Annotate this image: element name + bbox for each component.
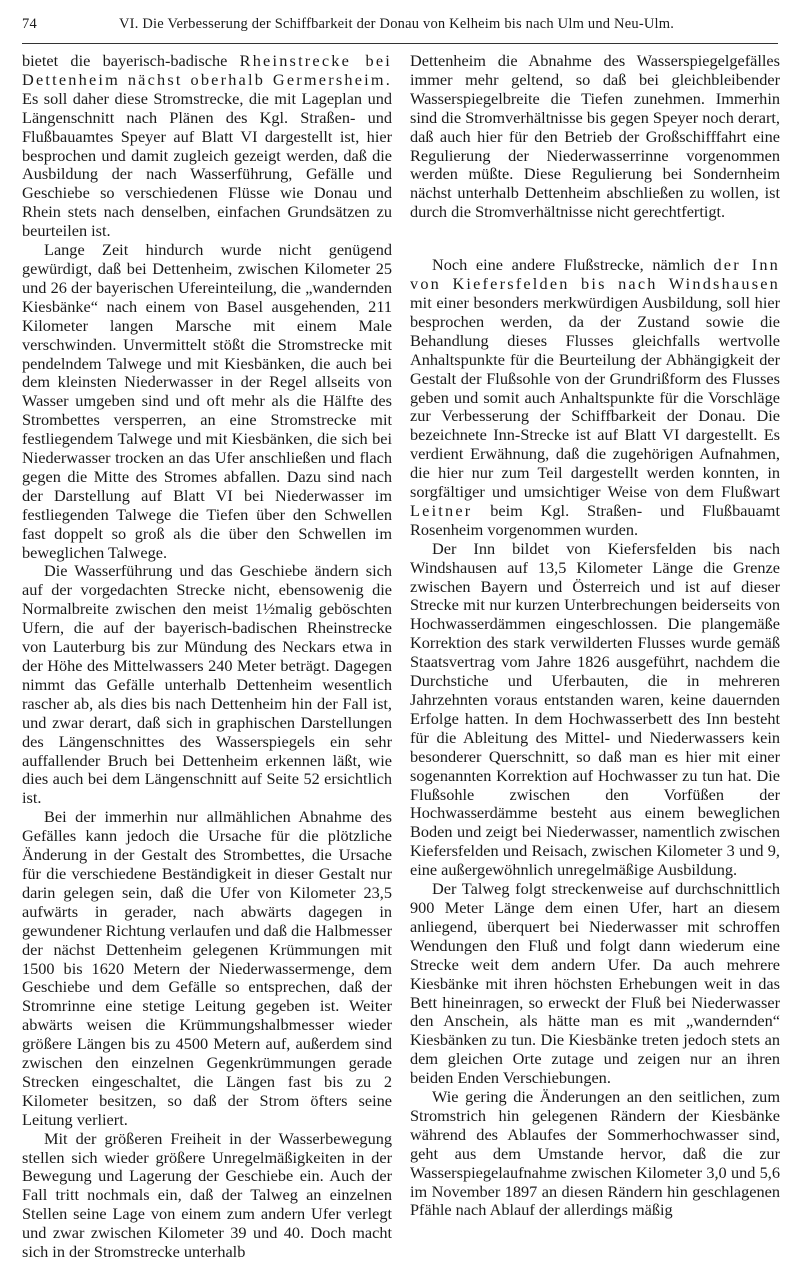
paragraph: Der Talweg folgt streckenweise auf durchschnittlich 900 Meter Länge dem einen Ufer, hart an diesem anliegend, überquert bei Niederwasser mit schroffen Wendungen den Fluß und folgt dann wiederum eine Strecke weit dem andern Ufer. Da auch mehrere Kiesbänke mit ihren höchsten Erhebungen weit in das Bett hineinragen, so erweckt der Fluß bei Niederwasser den Anschein, als hätte man es mit „wandernden“ Kiesbänken zu tun. Die Kiesbänke treten jedoch stets an dem gleichen Orte zutage und zeigen nur an ihren beiden Enden Verschiebungen. — [410, 879, 780, 1088]
paragraph: Lange Zeit hindurch wurde nicht genügend gewürdigt, daß bei Dettenheim, zwischen Kilometer 25 und 26 der bayerischen Ufereinteilung, die „wandernden Kiesbänke“ nach einem von Basel ausgehenden, 211 Kilometer langen Marsche mit einem Male verschwinden. Unvermittelt stößt die Stromstrecke mit pendelndem Talwege und mit Kiesbänken, die auch bei dem kleinsten Niederwasser in der Regel allseits von Wasser umgeben sind und oft mehr als die Hälfte des Strombettes versperren, an eine Stromstrecke mit festliegendem Talwege und mit Kiesbänken, die sich bei Niederwasser trocken an das Ufer anschließen und flach gegen die Mitte des Stromes abfallen. Dazu sind nach der Darstellung auf Blatt VI bei Niederwasser im festliegenden Talwege die Tiefen über den Schwellen fast doppelt so groß als die über den Schwellen im beweglichen Talwege. — [22, 240, 392, 562]
right-column — [410, 52, 780, 1220]
paragraph: Mit der größeren Freiheit in der Wasserbewegung stellen sich wieder größere Unregelmäßigkeiten in der Bewegung und Lagerung der Geschiebe ein. Auch der Fall tritt nochmals ein, daß der Talweg an einzelnen Stellen seine Lage von einem zum andern Ufer verlegt und zwar zwischen Kilometer 39 und 40. Doch macht sich in der Stromstrecke unterhalb — [22, 1128, 392, 1262]
paragraph: Die Wasserführung und das Geschiebe ändern sich auf der vorgedachten Strecke nicht, ebensowenig die Normalbreite zwischen den meist 1½malig geböschten Ufern, die auf der bayerisch-badischen Rheinstrecke von Lauterburg bis zur Mündung des Neckars etwa in der Höhe des Mittelwassers 240 Meter beträgt. Dagegen nimmt das Gefälle unterhalb Dettenheim wesentlich rascher ab, als dies bis nach Dettenheim hin der Fall ist, und zwar derart, daß sich in graphischen Darstellungen des Längenschnittes des Wasserspiegels ein sehr auffallender Bruch bei Dettenheim erkennen läßt, wie dies auch bei dem Längenschnitt auf Seite 52 ersichtlich ist. — [22, 561, 392, 808]
header-rule — [22, 43, 778, 44]
paragraph: Der Inn bildet von Kiefersfelden bis nach Windshausen auf 13,5 Kilometer Länge die Grenze zwischen Bayern und Österreich und ist auf dieser Strecke mit nur kurzen Unterbrechungen beiderseits von Hochwasserdämmen eingeschlossen. Die plangemäße Korrektion des stark verwilderten Flusses wurde gemäß Staatsvertrag vom Jahre 1826 ausgeführt, nachdem die Durchstiche und Uferbauten, die in mehreren Jahrzehnten voraus entstanden waren, keine dauernden Erfolge hatten. In dem Hochwasserbett des Inn besteht für die Ableitung des Mittel- und Niederwassers kein besonderer Querschnitt, so daß man es hier mit einer sogenannten Korrektion auf Hochwasser zu tun hat. Die Flußsohle zwischen den Vorfüßen der Hochwasserdämme besteht aus einem beweglichen Boden und zeigt bei Niederwasser, namentlich zwischen Kiefersfelden und Reisach, zwischen Kilometer 3 und 9, eine außergewöhnlich unregelmäßige Ausbildung. — [410, 538, 780, 880]
fraction: 1½ — [254, 599, 276, 619]
spaced-emphasis: der Inn von Kiefersfelden bis nach Windshausen — [410, 255, 781, 294]
spaced-emphasis: Rheinstrecke bei Dettenheim nächst oberhalb Germersheim. — [22, 51, 392, 89]
running-title: VI. Die Verbesserung der Schiffbarkeit der Donau von Kelheim bis nach Ulm und Neu-Ulm. — [119, 16, 675, 32]
paragraph: Dettenheim die Abnahme des Wasserspiegelgefälles immer mehr geltend, so daß bei gleichbleibender Wasserspiegelbreite die Tiefen zunehmen. Immerhin sind die Stromverhältnisse bis gegen Speyer noch derart, daß auch hier für den Betrieb der Großschifffahrt eine Regulierung der Niederwasserrinne vorgenommen werden müßte. Diese Regulierung bei Sondernheim nächst unterhalb Dettenheim abschließen zu wollen, ist durch die Stromverhältnisse nicht gerechtfertigt. — [410, 51, 780, 222]
paragraph: Bei der immerhin nur allmählichen Abnahme des Gefälles kann jedoch die Ursache für die plötzliche Änderung in der Gestalt des Strombettes, die Ursache für die verschiedene Beständigkeit in dieser Gestalt nur darin gelegen sein, daß die Ufer von Kilometer 23,5 aufwärts in gerader, nach abwärts dagegen in gewundener Richtung verlaufen und daß die Halbmesser der nächst Dettenheim gelegenen Krümmungen mit 1500 bis 1620 Metern der Niederwassermenge, dem Geschiebe und dem Gefälle so entsprechen, daß der Stromrinne eine stetige Leitung gegeben ist. Weiter abwärts weisen die Krümmungshalbmesser wieder größere Längen bis zu 4500 Metern auf, außerdem sind zwischen den einzelnen Gegenkrümmungen gerade Strecken eingeschaltet, die Längen fast bis zu 2 Kilometer besitzen, so daß der Strom öfters seine Leitung verliert. — [22, 807, 392, 1129]
paragraph: bietet die bayerisch-badische Rheinstrecke bei Dettenheim nächst oberhalb Germersheim. Es soll daher diese Stromstrecke, die mit Lageplan und Längenschnitt nach Plänen des Kgl. Straßen- und Flußbauamtes Speyer auf Blatt VI dargestellt ist, hier besprochen und damit zugleich gezeigt werden, daß die Ausbildung der nach Wasserführung, Gefälle und Geschiebe so verschiedenen Flüsse wie Donau und Rhein stets nach denselben, einfachen Grundsätzen zu beurteilen ist. — [22, 51, 392, 241]
running-header — [22, 16, 778, 40]
page-number: 74 — [22, 16, 37, 32]
paragraph: Noch eine andere Flußstrecke, nämlich der Inn von Kiefersfelden bis nach Windshausen mit einer besonders merkwürdigen Ausbildung, soll hier besprochen werden, da der Zustand sowie die Behandlung dieses Flusses gleichfalls wertvolle Anhaltspunkte für die Beurteilung der Abhängigkeit der Gestalt der Flußsohle von der Grundrißform des Flusses geben und somit auch Anhaltspunkte für die Vorschläge zur Verbesserung der Schiffbarkeit der Donau. Die bezeichnete Inn-Strecke ist auf Blatt VI dargestellt. Es verdient Erwähnung, daß die zugehörigen Aufnahmen, die hier nur zum Teil dargestellt werden konnten, in sorgfältiger und umsichtiger Weise von dem Flußwart Leitner beim Kgl. Straßen- und Flußbauamt Rosenheim vorgenommen wurden. — [410, 255, 781, 539]
left-column — [22, 52, 392, 1262]
spaced-emphasis: Leitner — [410, 500, 473, 520]
paragraph: Wie gering die Änderungen an den seitlichen, zum Stromstrich hin gelegenen Rändern der Kiesbänke während des Ablaufes der Sommerhochwasser sind, geht aus dem Umstande hervor, daß die zur Wasserspiegelaufnahme zwischen Kilometer 3,0 und 5,6 im November 1897 an diesen Rändern hin geschlagenen Pfähle nach Ablauf der allerdings mäßig — [410, 1087, 780, 1220]
